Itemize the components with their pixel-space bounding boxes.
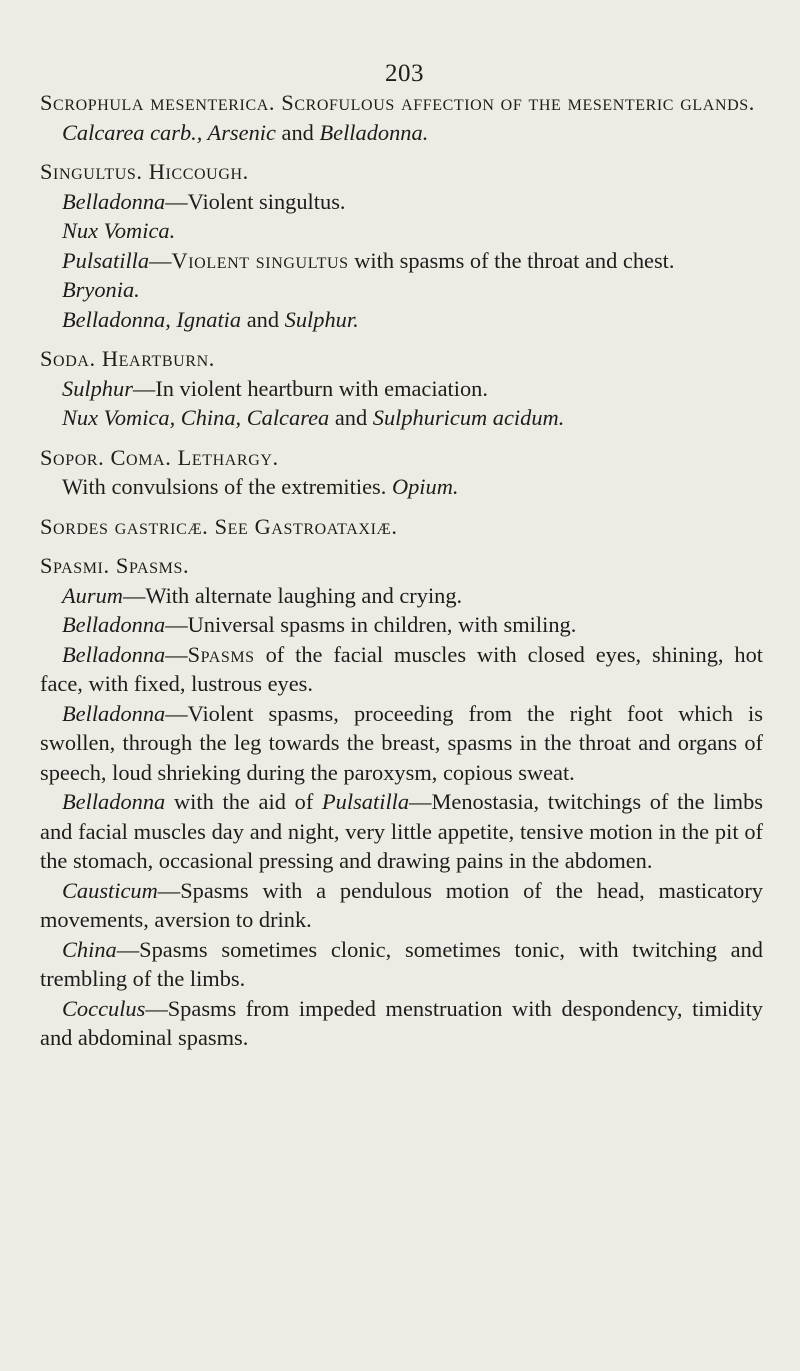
entry-text: —Spasms sometimes clonic, sometimes tonic, with twitching and trembling of the limbs.	[40, 936, 763, 991]
remedy-entry	[40, 699, 763, 788]
remedy-name: Opium.	[391, 474, 459, 499]
remedy-entry	[40, 581, 763, 611]
remedy-name: Pulsatilla	[322, 789, 410, 814]
remedy-name: China	[62, 936, 117, 962]
remedy-entry	[40, 246, 763, 276]
remedy-name: Bryonia.	[62, 277, 140, 302]
page-number: 203	[385, 60, 424, 87]
entry-text: —Spasms with a pendulous motion of the head, masticatory movements, aversion to drink.	[40, 877, 763, 932]
remedy-name: Belladonna	[62, 700, 166, 726]
entry-text: —Universal spasms in children, with smiling.	[165, 612, 577, 637]
remedy-name: Belladonna.	[319, 119, 429, 145]
remedy-name: Nux Vomica, China, Calcarea	[62, 405, 330, 430]
remedy-name: Aurum	[62, 582, 123, 608]
entry-text: of the facial muscles with closed eyes, shining, hot face, with fixed, lustrous eyes.	[40, 641, 763, 696]
remedy-entry	[40, 216, 763, 246]
entry-text: —	[165, 641, 188, 667]
entry-text: with spasms of the throat and chest.	[348, 247, 675, 273]
entry-text: and	[275, 119, 320, 145]
remedy-entry	[40, 876, 763, 935]
entry-text: and	[329, 405, 373, 430]
remedy-name: Belladonna, Ignatia	[62, 306, 242, 332]
entry-text: —With alternate laughing and crying.	[122, 582, 463, 608]
section-heading: Scrophula mesenterica. Scrofulous affection of the mesenteric glands.	[40, 90, 755, 115]
remedy-name: Belladonna	[62, 612, 166, 637]
remedy-name: Belladonna	[62, 188, 166, 214]
remedy-entry	[40, 640, 763, 699]
section-heading: Sordes gastricæ. See Gastroataxiæ.	[40, 513, 398, 539]
section-heading: Sopor. Coma. Lethargy.	[40, 444, 279, 470]
remedy-name: Pulsatilla	[62, 247, 150, 273]
entry-text: —Menostasia, twitchings of the limbs and facial muscles day and night, very little appetite, tensive motion in the pit of the stomach, occasional pressing and drawing pains in the abdomen.	[40, 789, 763, 873]
entry-text: —In violent heartburn with emaciation.	[132, 375, 488, 401]
remedy-name: Nux Vomica.	[62, 218, 176, 243]
page-text	[40, 88, 763, 1053]
remedy-name: Sulphur.	[284, 306, 359, 332]
remedy-entry	[40, 275, 763, 305]
remedy-entry	[40, 787, 763, 876]
section-heading: Spasmi. Spasms.	[40, 553, 190, 578]
section-heading: Singultus. Hiccough.	[40, 159, 249, 184]
remedy-entry	[40, 187, 763, 217]
remedy-name: Sulphur	[62, 375, 133, 401]
entry-text: —Violent spasms, proceeding from the right foot which is swollen, through the leg towards the breast, spasms in the throat and organs of speech, loud shrieking during the paroxysm, copious sweat.	[40, 700, 763, 785]
entry-text: With convulsions of the extremities.	[62, 474, 392, 499]
entry-text: —Violent singultus.	[165, 188, 346, 214]
remedy-entry	[40, 935, 763, 994]
remedy-name: Causticum	[62, 877, 158, 903]
remedy-entry	[40, 472, 763, 502]
remedy-entry	[40, 994, 763, 1053]
remedy-name: Belladonna	[62, 641, 166, 667]
remedy-entry	[40, 305, 763, 335]
entry-text: with the aid of	[165, 789, 322, 814]
remedy-name: Belladonna	[62, 789, 166, 814]
remedy-entry	[40, 374, 763, 404]
entry-text: —Spasms from impeded menstruation with despondency, timidity and abdominal spasms.	[40, 995, 763, 1050]
remedy-entry	[40, 118, 763, 148]
entry-text: and	[241, 306, 285, 332]
remedy-entry	[40, 403, 763, 433]
remedy-name: Sulphuricum acidum.	[372, 405, 565, 430]
entry-text: Violent singultus	[171, 247, 349, 273]
remedy-entry	[40, 610, 763, 640]
entry-text: —	[149, 247, 172, 273]
remedy-name: Calcarea carb.,	[62, 119, 208, 145]
remedy-name: Cocculus	[62, 995, 146, 1021]
remedy-name: Arsenic	[207, 119, 276, 145]
section-heading: Soda. Heartburn.	[40, 346, 215, 371]
entry-text: Spasms	[187, 641, 255, 667]
